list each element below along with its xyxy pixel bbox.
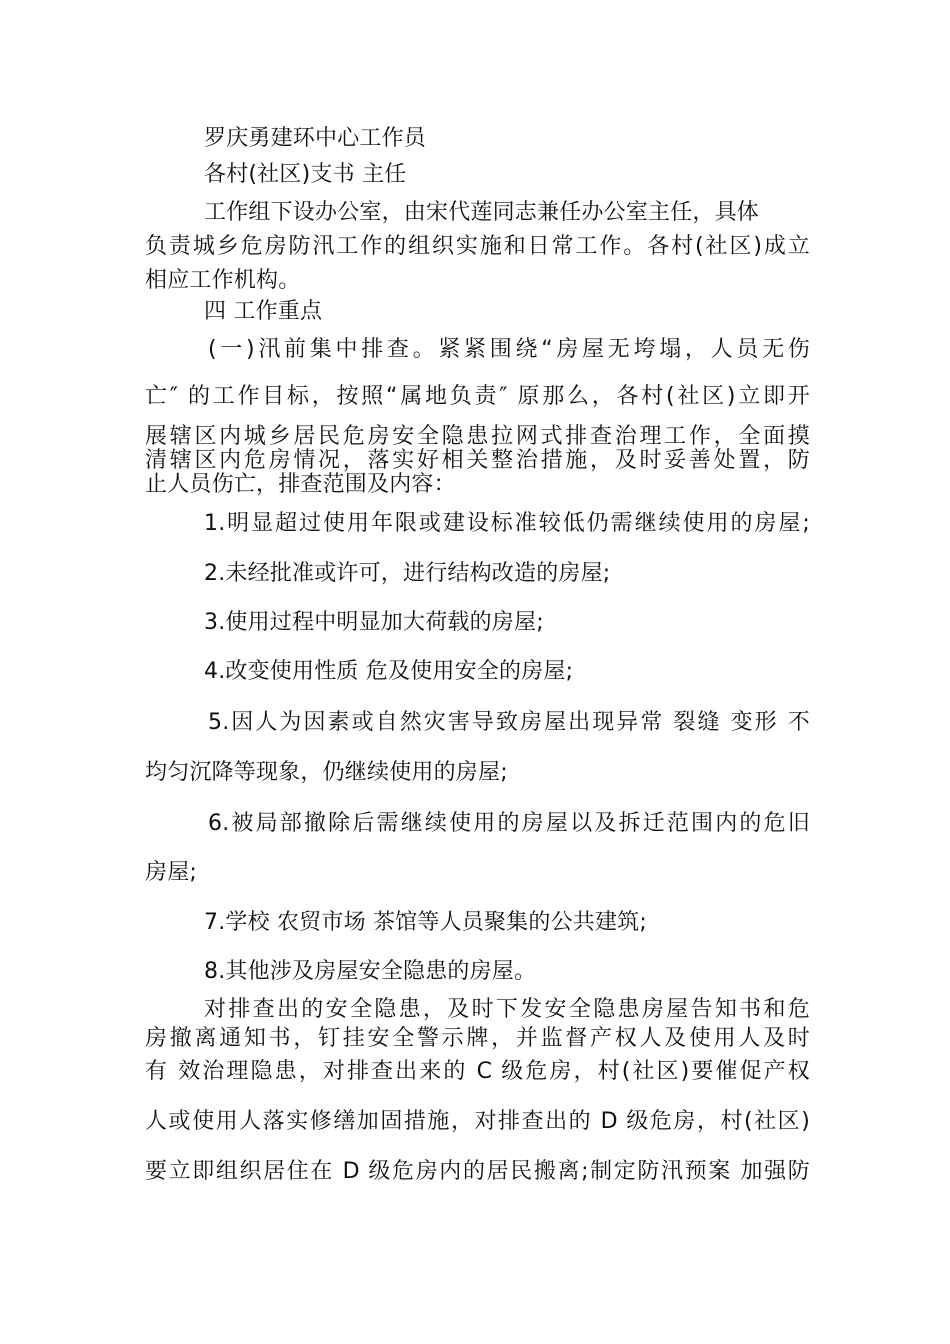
text-line: 止人员伤亡，排查范围及内容： [145,472,456,497]
text-line: 要立即组织居住在 D 级危房内的居民搬离;制定防汛预案 加强防 [145,1159,810,1184]
text-line: 均匀沉降等现象，仍继续使用的房屋; [145,760,508,785]
text-line: 罗庆勇建环中心工作员 [204,126,427,151]
text-line: 有 效治理隐患，对排查出来的 C 级危房，村(社区)要催促产权 [145,1059,810,1084]
text-line: 各村(社区)支书 主任 [204,162,407,187]
text-line: 对排查出的安全隐患，及时下发安全隐患房屋告知书和危 [204,997,810,1022]
text-line: 负责城乡危房防汛工作的组织实施和日常工作。各村(社区)成立 [145,234,810,259]
text-line: 展辖区内城乡居民危房安全隐患拉网式排查治理工作，全面摸 [145,424,810,449]
list-item: 6.被局部撤除后需继续使用的房屋以及拆迁范围内的危旧 [208,811,810,836]
text-line: 房撤离通知书，钉挂安全警示牌，并监督产权人及使用人及时 [145,1026,810,1051]
list-item: 4.改变使用性质 危及使用安全的房屋; [204,659,574,684]
text-line: 相应工作机构。 [145,268,301,293]
text-line: 工作组下设办公室，由宋代莲同志兼任办公室主任，具体 [204,200,760,225]
list-item: 3.使用过程中明显加大荷载的房屋; [204,610,544,635]
text-line: 人或使用人落实修缮加固措施，对排查出的 D 级危房，村(社区) [145,1109,810,1134]
text-line: (一)汛前集中排查。紧紧围绕“房屋无垮塌，人员无伤 [208,337,810,362]
list-item: 5.因人为因素或自然灾害导致房屋出现异常 裂缝 变形 不 [208,710,810,735]
list-item: 7.学校 农贸市场 茶馆等人员聚集的公共建筑; [204,910,647,935]
list-item: 8.其他涉及房屋安全隐患的房屋。 [204,959,537,984]
text-line: 清辖区内危房情况，落实好相关整治措施，及时妥善处置，防 [145,448,810,473]
list-item: 1.明显超过使用年限或建设标准较低仍需继续使用的房屋; [204,511,810,536]
text-line: 房屋; [145,860,198,885]
section-heading: 四 工作重点 [204,299,323,324]
text-line: 亡″ 的工作目标，按照“属地负责″ 原那么，各村(社区)立即开 [145,384,810,409]
list-item: 2.未经批准或许可，进行结构改造的房屋; [204,561,611,586]
